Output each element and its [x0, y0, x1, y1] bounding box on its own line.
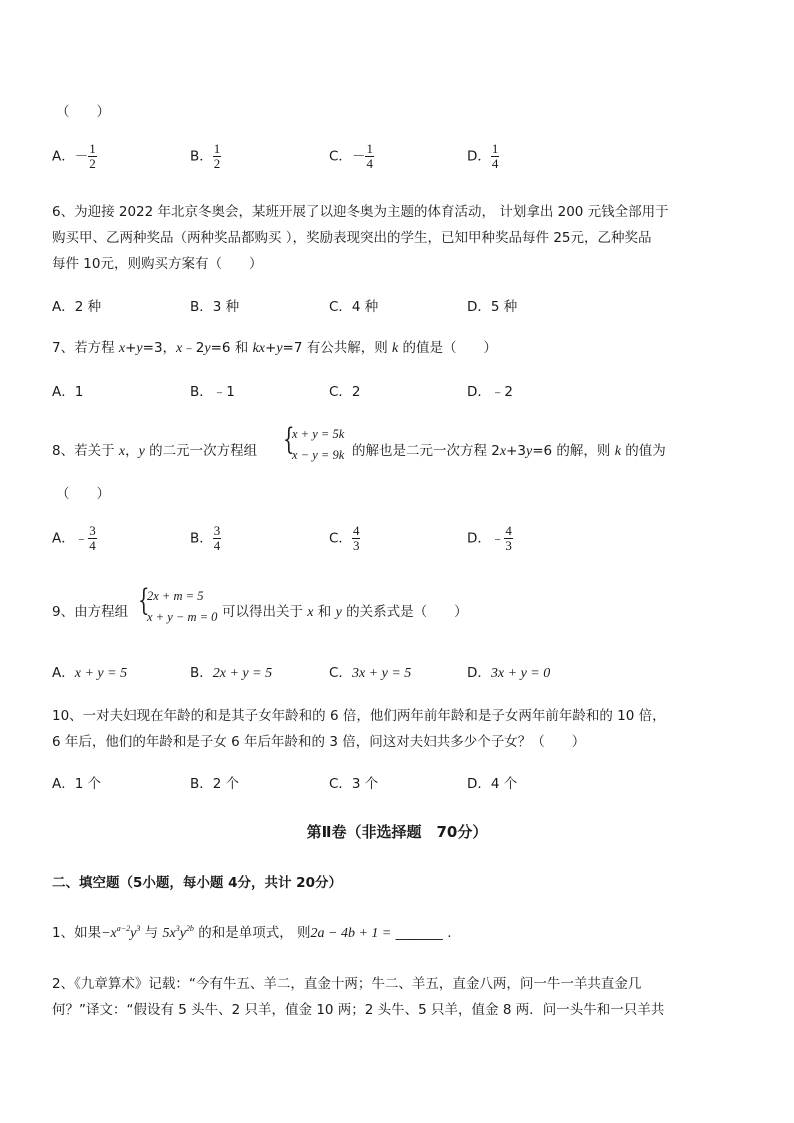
q9-option-c[interactable]: C．3x + y = 5	[329, 665, 412, 681]
q9-stem-pre: 9、由方程组	[52, 604, 129, 620]
q8-paren: （ ）	[56, 486, 110, 502]
q8-system-eq-1: x + y = 5k	[292, 427, 345, 441]
q10-option-a[interactable]: A．1 个	[52, 776, 102, 792]
q5-option-b[interactable]: B． $\frac{1}{2}$	[190, 141, 221, 171]
q6-line-3: 每件 10元，则购买方案有（ ）	[52, 256, 263, 272]
q10-line-2: 6 年后，他们的年龄和是子女 6 年后年龄和的 3 倍，问这对夫妇共多少个子女？（ ）	[52, 734, 586, 750]
fraction: $\frac{3}{4}$	[213, 523, 221, 553]
q8-stem-post: 的解也是二元一次方程 2x+3y=6 的解，则 k 的值为	[352, 443, 666, 459]
q7-option-d[interactable]: D．﹣2	[467, 384, 513, 400]
q7-option-b[interactable]: B．﹣1	[190, 384, 235, 400]
q7-option-c[interactable]: C．2	[329, 384, 361, 400]
q7-option-a[interactable]: A．1	[52, 384, 84, 400]
fill-question-2-line-2: 何？”译文：“假设有 5 头牛、2 只羊，值金 10 两；2 头牛、5 只羊，值金 8 两．问一头牛和一只羊共	[52, 1002, 665, 1018]
q10-option-d[interactable]: D．4 个	[467, 776, 518, 792]
q6-line-2: 购买甲、乙两种奖品（两种奖品都购买 ），奖励表现突出的学生，已知甲种奖品每件 25元，乙种奖品	[52, 230, 652, 246]
q9-option-a[interactable]: A．x + y = 5	[52, 665, 128, 681]
fill-question-2-line-1: 2、《九章算术》记载：“今有牛五、羊二，直金十两；牛二、羊五，直金八两，问一牛一羊共直金几	[52, 976, 642, 992]
q8-option-b[interactable]: B． $\frac{3}{4}$	[190, 523, 221, 553]
q8-option-c[interactable]: C． $\frac{4}{3}$	[329, 523, 360, 553]
section-title: 第Ⅱ卷（非选择题 70分）	[306, 823, 488, 841]
fraction: $\frac{1}{2}$	[89, 141, 96, 171]
q5-paren: （ ）	[56, 104, 110, 120]
q8-option-a[interactable]: A．﹣ $\frac{3}{4}$	[52, 523, 96, 553]
brace-icon: {	[283, 422, 295, 457]
fraction: $\frac{4}{3}$	[505, 523, 512, 553]
fraction: $\frac{4}{3}$	[352, 523, 360, 553]
fraction: $\frac{1}{2}$	[213, 141, 221, 171]
fraction: $\frac{3}{4}$	[89, 523, 96, 553]
q10-option-c[interactable]: C．3 个	[329, 776, 379, 792]
q9-system-eq-2: x + y − m = 0	[147, 610, 218, 624]
q6-option-a[interactable]: A．2 种	[52, 299, 102, 315]
q7-stem: 7、若方程 x+y=3，x﹣2y=6 和 kx+y=7 有公共解，则 k 的值是（ ）	[52, 340, 498, 356]
q8-option-d[interactable]: D．﹣ $\frac{4}{3}$	[467, 523, 512, 553]
q6-option-c[interactable]: C．4 种	[329, 299, 379, 315]
q5-option-d[interactable]: D． $\frac{1}{4}$	[467, 141, 499, 171]
q8-stem-pre: 8、若关于 x，y 的二元一次方程组	[52, 443, 258, 459]
q10-line-1: 10、一对夫妇现在年龄的和是其子女年龄和的 6 倍，他们两年前年龄和是子女两年前年龄和的 10 倍，	[52, 708, 666, 724]
fraction: $\frac{1}{4}$	[491, 141, 499, 171]
q8-system-eq-2: x − y = 9k	[292, 448, 345, 462]
q10-option-b[interactable]: B．2 个	[190, 776, 240, 792]
q5-option-c[interactable]: C．－ $\frac{1}{4}$	[329, 141, 373, 171]
q6-line-1: 6、为迎接 2022 年北京冬奥会，某班开展了以迎冬奥为主题的体育活动， 计划拿出 200 元钱全部用于	[52, 204, 669, 220]
q6-option-d[interactable]: D．5 种	[467, 299, 518, 315]
q9-option-b[interactable]: B．2x + y = 5	[190, 665, 273, 681]
q9-stem-post: 可以得出关于 x 和 y 的关系式是（ ）	[222, 604, 468, 620]
brace-icon: {	[138, 583, 150, 618]
q9-option-d[interactable]: D．3x + y = 0	[467, 665, 551, 681]
answer-blank[interactable]: _______ .	[391, 925, 452, 941]
fraction: $\frac{1}{4}$	[366, 141, 373, 171]
section-heading: 二、填空题（5小题，每小题 4分，共计 20分）	[52, 875, 342, 891]
q5-option-a[interactable]: A．－ $\frac{1}{2}$	[52, 141, 96, 171]
q9-system-eq-1: 2x + m = 5	[147, 589, 204, 603]
fill-question-1: 1、如果$-x^{a-2}y^3$ 与 $5x^3y^{2b}$ 的和是单项式， 则2a − 4b + 1 = _______ .	[52, 924, 452, 941]
q6-option-b[interactable]: B．3 种	[190, 299, 240, 315]
